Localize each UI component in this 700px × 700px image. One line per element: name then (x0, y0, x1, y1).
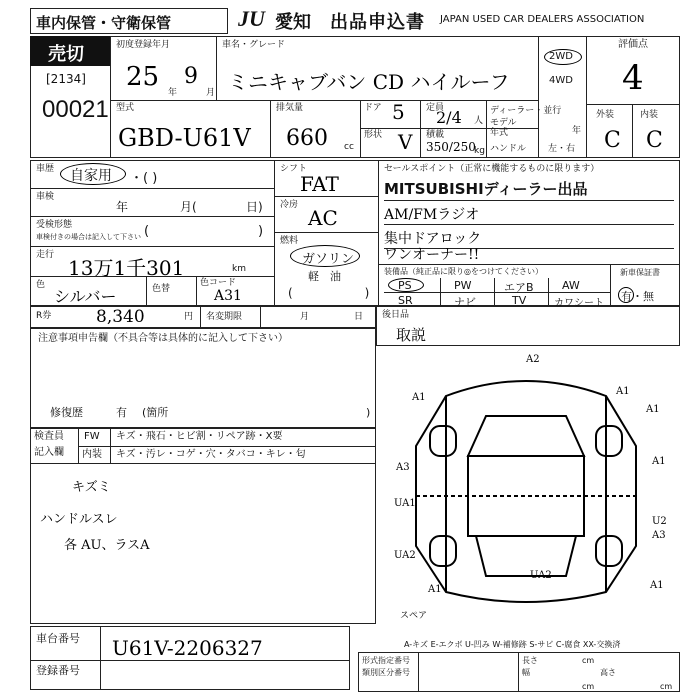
door-label: ドア (364, 103, 382, 113)
class-no-label: 類別区分番号 (362, 668, 410, 677)
mileage-label: 走行 (36, 250, 55, 260)
inspector-label-2: 記入欄 (34, 447, 64, 458)
registration-number-label: 登録番号 (36, 664, 80, 677)
repair-value: 有 (116, 406, 127, 419)
inspector-interior-items: キズ・汚レ・コゲ・穴・タバコ・キレ・匂 (116, 449, 306, 460)
color-label: 色 (36, 280, 46, 290)
mileage-unit: km (232, 264, 246, 274)
mark-a2-top: A2 (526, 354, 540, 365)
mark-a3-l: A3 (396, 462, 410, 473)
ac-value: AC (308, 206, 338, 230)
drive-4wd: 4WD (549, 75, 573, 86)
score-label: 評価点 (618, 39, 648, 50)
repair-place: (箇所 (142, 406, 169, 419)
repair-place-close: ) (366, 406, 371, 419)
displacement-value: 660 (286, 126, 328, 151)
form-no-label: 形式指定番号 (362, 656, 410, 665)
history-bracket: ・( ) (130, 171, 158, 186)
inspection-month: 月( (180, 200, 197, 214)
lot-number: 00021 (42, 96, 109, 123)
color-code-label: 色コード (200, 278, 237, 288)
equipment-pw: PW (454, 279, 472, 292)
inspector-fw-label: FW (84, 431, 100, 442)
equipment-label: 装備品（純正品に限り◎をつけてください） (384, 267, 543, 276)
mark-ua2-l: UA2 (394, 550, 416, 561)
fuel-value: ガソリン (302, 252, 355, 267)
name-change-label: 名変期限 (206, 312, 243, 322)
mark-a1-rm: A1 (652, 456, 666, 467)
drive-2wd: 2WD (549, 51, 573, 62)
width-unit: cm (582, 682, 595, 691)
recycle-row (30, 306, 376, 328)
interior-label: 内装 (640, 110, 659, 120)
mark-a1-rr: A1 (650, 580, 664, 591)
recycle-value: 8,340 (96, 307, 145, 327)
model-value: GBD-U61V (118, 124, 251, 152)
repair-label: 修復歴 (50, 406, 83, 419)
score-overall: 4 (622, 58, 644, 98)
handle-label: ハンドル (490, 144, 527, 154)
storage-label: 車内保管・守衛保管 (36, 14, 172, 32)
association-name: JAPAN USED CAR DEALERS ASSOCIATION (440, 14, 645, 25)
length-unit: cm (582, 656, 595, 665)
mark-u2-r: U2 (652, 516, 667, 527)
registration-month: 9 (184, 64, 198, 89)
height-label: 高さ (600, 668, 616, 677)
vehicle-name-label: 車名・グレード (222, 40, 286, 50)
notes-label: 注意事項申告欄（不具合等は具体的に記入して下さい） (38, 333, 288, 344)
length-label: 長さ (522, 656, 538, 665)
org-aichi: 愛知 (275, 12, 311, 33)
chassis-value: U61V-2206327 (112, 636, 263, 660)
equipment-seat: カワシート (554, 298, 604, 309)
car-outline (416, 381, 636, 602)
inspector-interior-label: 内装 (82, 449, 102, 460)
name-change-month: 月 (300, 312, 310, 322)
equipment-aw: AW (562, 279, 580, 292)
door-value: 5 (392, 100, 405, 124)
capacity-label: 定員 (426, 103, 445, 113)
exterior-score: C (604, 128, 621, 153)
interior-score: C (646, 128, 663, 153)
spare-label: スペア (400, 611, 428, 621)
chassis-label: 車台番号 (36, 632, 80, 645)
dealer-model-year-label (490, 118, 517, 138)
width-label: 幅 (522, 668, 530, 677)
selling-points-label: セールスポイント（正常に機能するものに限ります） (384, 164, 600, 174)
mark-a1-fr: A1 (616, 386, 630, 397)
dealer-parallel: ディーラー・並行 (490, 106, 562, 116)
fuel-bracket: ( ) (288, 286, 370, 300)
handwritten-note-2: ハンドルスレ (40, 512, 118, 527)
selling-point-2: 集中ドアロック (384, 231, 482, 247)
model-label: 型式 (116, 103, 135, 113)
shift-value: FAT (300, 172, 339, 196)
color-code-value: A31 (214, 288, 242, 304)
capacity-value: 2/4 (436, 108, 462, 127)
shift-label: シフト (280, 164, 308, 174)
mark-ua2-rear: UA2 (530, 570, 552, 581)
inspection-year: 年 (116, 200, 129, 214)
warranty-label: 新車保証書 (620, 268, 660, 277)
registration-year: 25 (126, 62, 160, 92)
capacity-unit: 人 (474, 116, 484, 126)
handwritten-note-1: キズミ (72, 480, 111, 495)
sale-code: [2134] (46, 72, 86, 86)
inspector-fw-items: キズ・飛石・ヒビ割・リペア跡・X要 (116, 431, 283, 442)
mark-a1-rl: A1 (428, 584, 442, 595)
selling-point-3: ワンオーナー!! (384, 247, 480, 263)
inspector-label-1: 検査員 (34, 431, 64, 442)
registration-month-unit: 月 (206, 88, 216, 98)
history-value: 自家用 (70, 168, 112, 184)
acceptance-bracket: ( (144, 224, 150, 239)
dealer-year-unit: 年 (572, 126, 582, 136)
acceptance-note: 車検付きの場合は記入して下さい (36, 233, 141, 241)
acceptance-label: 受検形態 (36, 220, 73, 230)
mileage-value: 13万1千301 (68, 256, 185, 280)
vehicle-name: ミニキャブバン CD ハイルーフ (228, 70, 510, 94)
sale-status: 売切 (48, 44, 84, 65)
ju-logo: JU (238, 6, 265, 31)
selling-point-1: AM/FMラジオ (384, 207, 480, 223)
exterior-label: 外装 (596, 110, 615, 120)
selling-points-headline: MITSUBISHIディーラー出品 (384, 180, 588, 198)
shape-label: 形状 (364, 130, 383, 140)
mark-a3-r: A3 (652, 530, 666, 541)
displacement-unit: cc (344, 142, 354, 152)
equipment-ps: PS (398, 279, 412, 292)
handwritten-note-3: 各 AU、ラスA (64, 538, 150, 553)
fuel-alt: 軽 油 (308, 270, 341, 283)
equipment-sr: SR (398, 294, 413, 307)
after-notes-label: 後日品 (382, 310, 410, 320)
inspection-day: 日) (246, 200, 263, 214)
shape-value: V (398, 130, 413, 154)
color-change-label: 色替 (152, 284, 171, 294)
history-label: 車歴 (36, 164, 55, 174)
equipment-tv: TV (512, 294, 527, 307)
form-title: 出品申込書 (330, 12, 425, 33)
model-year-label: モデル 年式 (490, 118, 517, 138)
after-notes-value: 取説 (396, 326, 427, 344)
car-diagram (376, 346, 680, 622)
mark-ua1-l: UA1 (394, 498, 416, 509)
registration-year-unit: 年 (168, 88, 178, 98)
color-value: シルバー (54, 287, 117, 306)
mark-a1-r: A1 (646, 404, 660, 415)
load-value: 350/250 (426, 140, 476, 154)
equipment-airbag: エアB (504, 281, 534, 294)
mark-a1-fl: A1 (412, 392, 426, 403)
handle-options: 左・右 (548, 144, 576, 154)
ac-label: 冷房 (280, 200, 299, 210)
load-label: 積載 (426, 130, 445, 140)
name-change-day: 日 (354, 312, 364, 322)
equipment-navi: ナビ (454, 296, 476, 309)
load-unit: kg (474, 146, 485, 156)
warranty-value: 有・無 (621, 290, 654, 303)
inspection-label: 車検 (36, 192, 55, 202)
acceptance-bracket-close: ) (258, 224, 264, 239)
registration-label: 初度登録年月 (116, 40, 171, 50)
damage-legend: A-キズ E-エクボ U-凹み W-補修跡 S-サビ C-腐食 XX-交換済 (404, 640, 621, 649)
recycle-unit: 円 (184, 312, 194, 322)
height-unit: cm (660, 682, 673, 691)
fuel-label: 燃料 (280, 236, 299, 246)
displacement-label: 排気量 (276, 103, 304, 113)
recycle-label: R券 (36, 311, 52, 321)
